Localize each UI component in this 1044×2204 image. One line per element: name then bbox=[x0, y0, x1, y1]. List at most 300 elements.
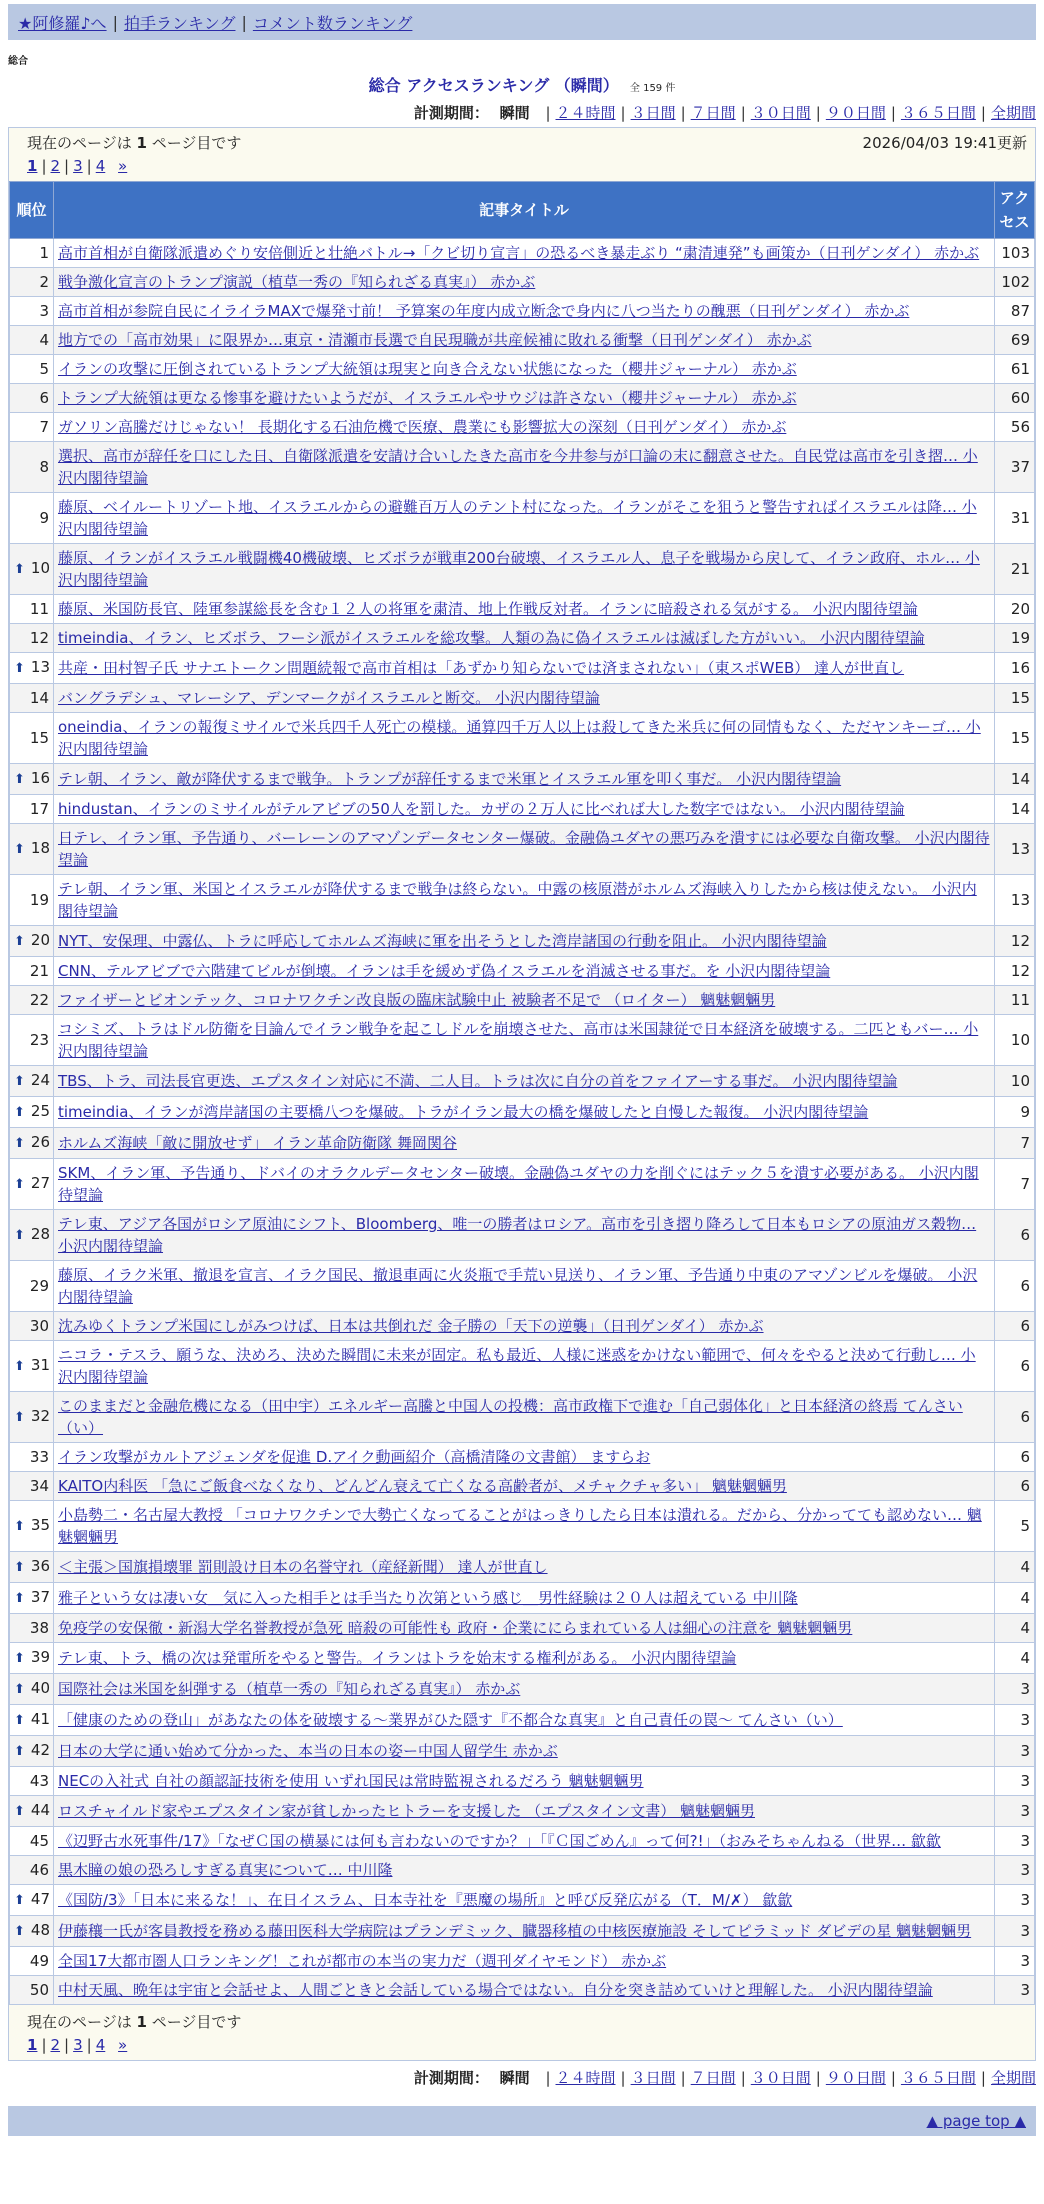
access-count: 9 bbox=[995, 1097, 1035, 1128]
comment-ranking-link[interactable]: コメント数ランキング bbox=[252, 13, 413, 33]
article-title-link[interactable]: 藤原、イラク米軍、撤退を宣言、イラク国民、撤退車両に火炎瓶で手荒い見送り、イラン軍、予告通り中東のアマゾンビルを爆破。 小沢内閣待望論 bbox=[58, 1266, 978, 1306]
title-cell bbox=[54, 1643, 995, 1674]
rank-number: 41 bbox=[30, 1710, 50, 1728]
rank-number: 9 bbox=[39, 509, 49, 527]
rank-cell bbox=[10, 384, 54, 413]
title-cell bbox=[54, 297, 995, 326]
rank-number: 47 bbox=[30, 1890, 50, 1908]
rank-cell bbox=[10, 957, 54, 986]
period-current: 瞬間 bbox=[499, 2069, 530, 2087]
rank-number: 18 bbox=[30, 839, 50, 857]
access-count: 60 bbox=[995, 384, 1035, 413]
article-title-link[interactable]: CNN、テルアビブで六階建てビルが倒壊。イランは手を緩めず偽イスラエルを消滅させる事だ。を 小沢内閣待望論 bbox=[58, 962, 831, 980]
access-count: 103 bbox=[995, 239, 1035, 268]
rank-up-arrow-icon: ⬆ bbox=[14, 1682, 25, 1697]
rank-cell bbox=[10, 1705, 54, 1736]
article-title-link[interactable]: KAITO内科医 「急にご飯食べなくなり、どんどん衰えて亡くなる高齢者が、メチャクチャ多い」 魑魅魍魎男 bbox=[58, 1477, 787, 1495]
article-title-link[interactable]: timeindia、イラン、ヒズボラ、フーシ派がイスラエルを総攻撃。人類の為に偽イスラエルは滅ぼした方がいい。 小沢内閣待望論 bbox=[58, 629, 925, 647]
article-title-link[interactable]: 伊藤穰一氏が客員教授を務める藤田医科大学病院はプランデミック、臓器移植の中核医療施設 そしてピラミッド ダビデの星 魑魅魍魎男 bbox=[58, 1922, 972, 1940]
table-row bbox=[10, 1767, 1035, 1796]
page-link-1[interactable]: 1 bbox=[27, 2036, 38, 2054]
category-label: 総合 bbox=[8, 56, 28, 67]
pager-top bbox=[9, 128, 1035, 181]
title-cell bbox=[54, 384, 995, 413]
page-spacer bbox=[109, 157, 114, 175]
title-cell bbox=[54, 1916, 995, 1947]
page-link-3[interactable]: 3 bbox=[73, 157, 83, 175]
rank-cell bbox=[10, 239, 54, 268]
rank-cell bbox=[10, 355, 54, 384]
article-title-link[interactable]: 藤原、イランがイスラエル戦闘機40機破壊、ヒズボラが戦車200台破壊、イスラエル人、息子を戦場から戻して、イラン政府、ホル… 小沢内閣待望論 bbox=[58, 549, 980, 589]
access-count: 4 bbox=[995, 1643, 1035, 1674]
period-link[interactable]: 全期間 bbox=[990, 2069, 1036, 2087]
page-title: 総合 アクセスランキング （瞬間） bbox=[368, 76, 619, 95]
article-title-link[interactable]: 黒木瞳の娘の恐ろしすぎる真実について… 中川隆 bbox=[58, 1861, 393, 1879]
rank-up-arrow-icon: ⬆ bbox=[14, 1893, 25, 1908]
period-link[interactable]: ２４時間 bbox=[555, 2069, 616, 2087]
ranking-table bbox=[9, 181, 1035, 2005]
article-title-link[interactable]: コシミズ、トラはドル防衛を目論んでイラン戦争を起こしドルを崩壊させた、高市は米国隷従で日本経済を破壊する。二匹ともバー… 小沢内閣待望論 bbox=[58, 1020, 979, 1060]
title-cell bbox=[54, 239, 995, 268]
table-row bbox=[10, 1976, 1035, 2005]
rank-cell bbox=[10, 1501, 54, 1552]
rank-cell bbox=[10, 1472, 54, 1501]
rank-up-arrow-icon: ⬆ bbox=[14, 1744, 25, 1759]
period-separator: | bbox=[545, 2069, 551, 2087]
access-count: 3 bbox=[995, 1705, 1035, 1736]
table-row bbox=[10, 442, 1035, 493]
article-title-link[interactable]: テレ朝、イラン軍、米国とイスラエルが降伏するまで戦争は終らない。中露の核原潜がホルムズ海峡入りしたから核は使えない。 小沢内閣待望論 bbox=[58, 880, 977, 920]
rank-up-arrow-icon: ⬆ bbox=[14, 1136, 25, 1151]
access-count: 31 bbox=[995, 493, 1035, 544]
title-cell bbox=[54, 624, 995, 653]
period-link[interactable]: ３０日間 bbox=[750, 2069, 811, 2087]
access-count: 69 bbox=[995, 326, 1035, 355]
rank-up-arrow-icon: ⬆ bbox=[14, 1651, 25, 1666]
period-separator: | bbox=[620, 2069, 626, 2087]
page-title-line bbox=[0, 73, 1044, 96]
period-link[interactable]: ３６５日間 bbox=[900, 2069, 976, 2087]
article-title-link[interactable]: 藤原、ベイルートリゾート地、イスラエルからの避難百万人のテント村になった。イランがそこを狙うと警告すればイスラエルは降… 小沢内閣待望論 bbox=[58, 498, 977, 538]
rank-number: 42 bbox=[30, 1741, 50, 1759]
rank-cell bbox=[10, 1261, 54, 1312]
rank-number: 3 bbox=[39, 302, 49, 320]
rank-cell bbox=[10, 1341, 54, 1392]
table-row bbox=[10, 1796, 1035, 1827]
rank-number: 12 bbox=[29, 629, 49, 647]
article-title-link[interactable]: ガソリン高騰だけじゃない！ 長期化する石油危機で医療、農業にも影響拡大の深刻（日刊ゲンダイ） 赤かぶ bbox=[58, 418, 787, 436]
rank-number: 44 bbox=[30, 1801, 50, 1819]
article-title-link[interactable]: ロスチャイルド家やエプスタイン家が貧しかったヒトラーを支援した （エプスタイン文書） 魑魅魍魎男 bbox=[58, 1802, 755, 1820]
table-row bbox=[10, 1159, 1035, 1210]
period-link[interactable]: ７日間 bbox=[690, 104, 736, 122]
rank-up-arrow-icon: ⬆ bbox=[14, 1359, 25, 1374]
rank-cell bbox=[10, 1128, 54, 1159]
rank-cell bbox=[10, 268, 54, 297]
rank-number: 24 bbox=[30, 1071, 50, 1089]
rank-cell bbox=[10, 1767, 54, 1796]
access-count: 5 bbox=[995, 1501, 1035, 1552]
period-link[interactable]: 全期間 bbox=[990, 104, 1036, 122]
access-count: 6 bbox=[995, 1392, 1035, 1443]
rank-number: 4 bbox=[39, 331, 49, 349]
rank-cell bbox=[10, 326, 54, 355]
rank-number: 50 bbox=[29, 1981, 49, 1999]
rank-number: 26 bbox=[30, 1133, 50, 1151]
rank-cell bbox=[10, 297, 54, 326]
rank-number: 32 bbox=[30, 1407, 50, 1425]
period-link[interactable]: ３０日間 bbox=[750, 104, 811, 122]
title-cell bbox=[54, 1947, 995, 1976]
title-cell bbox=[54, 1312, 995, 1341]
top-nav-bar bbox=[8, 4, 1036, 40]
rank-up-arrow-icon: ⬆ bbox=[14, 1228, 25, 1243]
table-row bbox=[10, 1916, 1035, 1947]
title-cell bbox=[54, 1501, 995, 1552]
table-row bbox=[10, 1501, 1035, 1552]
nav-separator: | bbox=[112, 12, 118, 32]
table-row bbox=[10, 957, 1035, 986]
article-title-link[interactable]: テレ東、アジア各国がロシア原油にシフト、Bloomberg、唯一の勝者はロシア。高市を引き摺り降ろして日本もロシアの原油ガス穀物… 小沢内閣待望論 bbox=[58, 1215, 977, 1255]
title-cell bbox=[54, 326, 995, 355]
title-cell bbox=[54, 684, 995, 713]
rank-cell bbox=[10, 1210, 54, 1261]
rank-number: 7 bbox=[39, 418, 49, 436]
table-row bbox=[10, 1885, 1035, 1916]
article-title-link[interactable]: ファイザーとビオンテック、コロナワクチン改良版の臨床試験中止 被験者不足で （ロイター） 魑魅魍魎男 bbox=[58, 991, 776, 1009]
article-title-link[interactable]: 全国17大都市圏人口ランキング！これが都市の本当の実力だ（週刊ダイヤモンド） 赤かぶ bbox=[58, 1952, 667, 1970]
rank-number: 13 bbox=[30, 658, 50, 676]
ranking-panel bbox=[8, 127, 1036, 2061]
rank-cell bbox=[10, 986, 54, 1015]
rank-number: 17 bbox=[29, 800, 49, 818]
article-title-link[interactable]: 藤原、米国防長官、陸軍参謀総長を含む１２人の将軍を粛清、地上作戦反対者。イランに暗殺される気がする。 小沢内閣待望論 bbox=[58, 600, 918, 618]
rank-cell bbox=[10, 413, 54, 442]
article-title-link[interactable]: バングラデシュ、マレーシア、デンマークがイスラエルと断交。 小沢内閣待望論 bbox=[58, 689, 600, 707]
table-row bbox=[10, 824, 1035, 875]
rank-cell bbox=[10, 1443, 54, 1472]
rank-cell bbox=[10, 1066, 54, 1097]
rank-number: 36 bbox=[30, 1557, 50, 1575]
clap-ranking-link[interactable]: 拍手ランキング bbox=[123, 13, 236, 33]
article-title-link[interactable]: 国際社会は米国を糾弾する（植草一秀の『知られざる真実』） 赤かぶ bbox=[58, 1680, 521, 1698]
rank-number: 10 bbox=[30, 559, 50, 577]
title-cell bbox=[54, 413, 995, 442]
rank-cell bbox=[10, 595, 54, 624]
period-link[interactable]: ２４時間 bbox=[555, 104, 616, 122]
access-count: 4 bbox=[995, 1583, 1035, 1614]
access-count: 4 bbox=[995, 1614, 1035, 1643]
title-cell bbox=[54, 1705, 995, 1736]
title-cell bbox=[54, 355, 995, 384]
period-separator: | bbox=[740, 104, 746, 122]
article-title-link[interactable]: イラン攻撃がカルトアジェンダを促進 D.アイク動画紹介（高橋清隆の文書館） ますらお bbox=[58, 1448, 651, 1466]
rank-cell bbox=[10, 653, 54, 684]
access-count: 3 bbox=[995, 1827, 1035, 1856]
article-title-link[interactable]: 《辺野古水死事件/17》「なぜＣ国の横暴には何も言わないのですか？」「『Ｃ国ごめん』って何?!」（おみそちゃんねる（世界… 歙歙 bbox=[58, 1832, 941, 1850]
table-row bbox=[10, 1552, 1035, 1583]
page-link-4[interactable]: 4 bbox=[95, 2036, 106, 2054]
period-separator: | bbox=[620, 104, 626, 122]
title-cell bbox=[54, 957, 995, 986]
rank-number: 33 bbox=[29, 1448, 49, 1466]
article-title-link[interactable]: 沈みゆくトランプ米国にしがみつけば、日本は共倒れだ 金子勝の「天下の逆襲」（日刊ゲンダイ） 赤かぶ bbox=[58, 1317, 764, 1335]
access-count: 6 bbox=[995, 1312, 1035, 1341]
table-row bbox=[10, 297, 1035, 326]
article-title-link[interactable]: 日本の大学に通い始めて分かった、本当の日本の姿ー中国人留学生 赤かぶ bbox=[58, 1742, 558, 1760]
rank-cell bbox=[10, 824, 54, 875]
period-link[interactable]: ９０日間 bbox=[825, 2069, 886, 2087]
access-count: 13 bbox=[995, 875, 1035, 926]
page-link-2[interactable]: 2 bbox=[50, 2036, 61, 2054]
table-row bbox=[10, 1472, 1035, 1501]
article-title-link[interactable]: このままだと金融危機になる（田中宇）エネルギー高騰と中国人の投機：高市政権下で進む「自己弱体化」と日本経済の終焉 てんさい（い） bbox=[58, 1397, 963, 1437]
article-title-link[interactable]: ＜主張＞国旗損壊罪 罰則設け日本の名誉守れ（産経新聞） 達人が世直し bbox=[58, 1558, 548, 1576]
access-count: 21 bbox=[995, 544, 1035, 595]
article-title-link[interactable]: 地方での「高市効果」に限界か…東京・清瀬市長選で自民現職が共産候補に敗れる衝撃（日刊ゲンダイ） 赤かぶ bbox=[58, 331, 812, 349]
table-row bbox=[10, 326, 1035, 355]
period-label: 計測期間： bbox=[413, 2069, 489, 2087]
page-link-4[interactable]: 4 bbox=[95, 157, 106, 175]
article-title-link[interactable]: 「健康のための登山」があなたの体を破壊する～業界がひた隠す『不都合な真実』と自己責任の罠～ てんさい（い） bbox=[58, 1711, 843, 1729]
rank-number: 31 bbox=[30, 1356, 50, 1374]
title-cell bbox=[54, 653, 995, 684]
title-cell bbox=[54, 1210, 995, 1261]
header-access: アクセス bbox=[995, 182, 1035, 239]
access-count: 7 bbox=[995, 1128, 1035, 1159]
rank-up-arrow-icon: ⬆ bbox=[14, 1074, 25, 1089]
access-count: 15 bbox=[995, 684, 1035, 713]
rank-cell bbox=[10, 1312, 54, 1341]
title-cell bbox=[54, 1552, 995, 1583]
article-title-link[interactable]: 免疫学の安保徹・新潟大学名誉教授が急死 暗殺の可能性も 政府・企業ににらまれている人は細心の注意を 魑魅魍魎男 bbox=[58, 1619, 853, 1637]
page-separator: | bbox=[86, 157, 92, 175]
home-link[interactable]: ★阿修羅♪へ bbox=[18, 13, 107, 33]
rank-up-arrow-icon: ⬆ bbox=[14, 772, 25, 787]
period-link[interactable]: ３日間 bbox=[630, 104, 676, 122]
title-cell bbox=[54, 1015, 995, 1066]
table-row bbox=[10, 384, 1035, 413]
article-title-link[interactable]: 日テレ、イラン軍、予告通り、バーレーンのアマゾンデータセンター爆破。金融偽ユダヤの悪巧みを潰すには必要な自衛攻撃。 小沢内閣待望論 bbox=[58, 829, 990, 869]
rank-up-arrow-icon: ⬆ bbox=[14, 1804, 25, 1819]
period-separator: | bbox=[980, 2069, 986, 2087]
title-cell bbox=[54, 1392, 995, 1443]
rank-cell bbox=[10, 875, 54, 926]
access-count: 3 bbox=[995, 1856, 1035, 1885]
article-title-link[interactable]: 戦争激化宣言のトランプ演説（植草一秀の『知られざる真実』） 赤かぶ bbox=[58, 273, 536, 291]
period-selector-bottom bbox=[0, 2067, 1036, 2088]
article-title-link[interactable]: 高市首相が自衛隊派遣めぐり安倍側近と壮絶バトル→「クビ切り宣言」の恐るべき暴走ぶり “粛清連発”も画策か（日刊ゲンダイ） 赤かぶ bbox=[58, 244, 980, 262]
period-link[interactable]: ３６５日間 bbox=[900, 104, 976, 122]
rank-number: 34 bbox=[29, 1477, 49, 1495]
title-cell bbox=[54, 1767, 995, 1796]
next-page-link[interactable]: » bbox=[118, 157, 128, 175]
article-title-link[interactable]: 雅子という女は凄い女＿気に入った相手とは手当たり次第という感じ＿男性経験は２０人は超えている 中川隆 bbox=[58, 1589, 798, 1607]
period-link[interactable]: ７日間 bbox=[690, 2069, 736, 2087]
article-title-link[interactable]: NYT、安保理、中露仏、トラに呼応してホルムズ海峡に軍を出そうとした湾岸諸国の行動を阻止。 小沢内閣待望論 bbox=[58, 932, 827, 950]
title-cell bbox=[54, 1097, 995, 1128]
current-page-text: 現在のページは 1 ページ目です bbox=[27, 2013, 242, 2031]
rank-number: 5 bbox=[39, 360, 49, 378]
title-cell bbox=[54, 1472, 995, 1501]
article-title-link[interactable]: 中村天風、晩年は宇宙と会話せよ、人間ごときと会話している場合ではない。自分を突き詰めていけと理解した。 小沢内閣待望論 bbox=[58, 1981, 933, 1999]
access-count: 6 bbox=[995, 1210, 1035, 1261]
rank-cell bbox=[10, 684, 54, 713]
period-separator: | bbox=[740, 2069, 746, 2087]
rank-up-arrow-icon: ⬆ bbox=[14, 1177, 25, 1192]
article-title-link[interactable]: テレ東、トラ、橋の次は発電所をやると警告。イランはトラを始末する権利がある。 小沢内閣待望論 bbox=[58, 1649, 737, 1667]
page-link-3[interactable]: 3 bbox=[73, 2036, 83, 2054]
table-row bbox=[10, 1856, 1035, 1885]
access-count: 3 bbox=[995, 1976, 1035, 2005]
article-title-link[interactable]: 小島勢二・名古屋大教授 「コロナワクチンで大勢亡くなってることがはっきりしたら日本は潰れる。だから、分かってても認めない… 魑魅魍魎男 bbox=[58, 1506, 982, 1546]
nav-separator: | bbox=[241, 12, 247, 32]
title-cell bbox=[54, 713, 995, 764]
table-row bbox=[10, 1643, 1035, 1674]
access-count: 11 bbox=[995, 986, 1035, 1015]
access-count: 6 bbox=[995, 1261, 1035, 1312]
title-cell bbox=[54, 544, 995, 595]
rank-number: 48 bbox=[30, 1921, 50, 1939]
rank-cell bbox=[10, 764, 54, 795]
header-rank: 順位 bbox=[10, 182, 54, 239]
page-spacer bbox=[109, 2036, 114, 2054]
table-row bbox=[10, 653, 1035, 684]
rank-cell bbox=[10, 1736, 54, 1767]
article-title-link[interactable]: 高市首相が参院自民にイライラMAXで爆発寸前！ 予算案の年度内成立断念で身内に八つ当たりの醜悪（日刊ゲンダイ） 赤かぶ bbox=[58, 302, 910, 320]
period-link[interactable]: ９０日間 bbox=[825, 104, 886, 122]
title-cell bbox=[54, 493, 995, 544]
access-count: 12 bbox=[995, 957, 1035, 986]
rank-cell bbox=[10, 1856, 54, 1885]
title-cell bbox=[54, 926, 995, 957]
rank-cell bbox=[10, 624, 54, 653]
rank-cell bbox=[10, 1796, 54, 1827]
table-row bbox=[10, 684, 1035, 713]
article-title-link[interactable]: SKM、イラン軍、予告通り、ドバイのオラクルデータセンター破壊。金融偽ユダヤの力を削ぐにはテック５を潰す必要がある。 小沢内閣待望論 bbox=[58, 1164, 979, 1204]
rank-number: 39 bbox=[30, 1648, 50, 1666]
article-title-link[interactable]: TBS、トラ、司法長官更迭、エプスタイン対応に不満、二人目。トラは次に自分の首をファイアーする事だ。 小沢内閣待望論 bbox=[58, 1072, 898, 1090]
period-link[interactable]: ３日間 bbox=[630, 2069, 676, 2087]
access-count: 3 bbox=[995, 1947, 1035, 1976]
rank-cell bbox=[10, 1643, 54, 1674]
article-title-link[interactable]: ニコラ・テスラ、願うな、決めろ、決めた瞬間に未来が固定。私も最近、人様に迷惑をかけない範囲で、何々をやると決めて行動し… 小沢内閣待望論 bbox=[58, 1346, 976, 1386]
access-count: 13 bbox=[995, 824, 1035, 875]
period-separator: | bbox=[890, 104, 896, 122]
title-cell bbox=[54, 268, 995, 297]
title-cell bbox=[54, 1159, 995, 1210]
title-cell bbox=[54, 1261, 995, 1312]
rank-number: 1 bbox=[39, 244, 49, 262]
page-top-link[interactable]: ▲ page top ▲ bbox=[926, 2112, 1026, 2130]
access-count: 87 bbox=[995, 297, 1035, 326]
article-title-link[interactable]: 《国防/3》「日本に来るな！」、在日イスラム、日本寺社を『悪魔の場所』と呼び反発広がる（T．M/✗） 歙歙 bbox=[58, 1891, 793, 1909]
article-title-link[interactable]: 共産・田村智子氏 サナエトークン問題続報で高市首相は「あずかり知らないでは済まされない」（東スポWEB） 達人が世直し bbox=[58, 659, 905, 677]
access-count: 6 bbox=[995, 1443, 1035, 1472]
article-title-link[interactable]: 選択、高市が辞任を口にした日、自衛隊派遣を安請け合いしたきた高市を今井参与が口論の末に翻意させた。自民党は高市を引き摺… 小沢内閣待望論 bbox=[58, 447, 978, 487]
article-title-link[interactable]: timeindia、イランが湾岸諸国の主要橋八つを爆破。トラがイラン最大の橋を爆破したと自慢した報復。 小沢内閣待望論 bbox=[58, 1103, 869, 1121]
access-count: 6 bbox=[995, 1472, 1035, 1501]
updated-timestamp: 2026/04/03 19:41更新 bbox=[862, 134, 1027, 152]
title-cell bbox=[54, 1674, 995, 1705]
access-count: 10 bbox=[995, 1015, 1035, 1066]
rank-cell bbox=[10, 493, 54, 544]
current-page-number: 1 bbox=[136, 134, 147, 152]
header-title: 記事タイトル bbox=[54, 182, 995, 239]
rank-cell bbox=[10, 1976, 54, 2005]
rank-up-arrow-icon: ⬆ bbox=[14, 661, 25, 676]
table-row bbox=[10, 1392, 1035, 1443]
rank-cell bbox=[10, 926, 54, 957]
rank-number: 11 bbox=[29, 600, 49, 618]
access-count: 56 bbox=[995, 413, 1035, 442]
access-count: 14 bbox=[995, 795, 1035, 824]
table-row bbox=[10, 239, 1035, 268]
title-cell bbox=[54, 1856, 995, 1885]
page-separator: | bbox=[64, 2036, 70, 2054]
article-title-link[interactable]: oneindia、イランの報復ミサイルで米兵四千人死亡の模様。通算四千万人以上は殺してきた米兵に何の同情もなく、ただヤンキーゴ… 小沢内閣待望論 bbox=[58, 718, 981, 758]
period-label: 計測期間： bbox=[413, 104, 489, 122]
rank-cell bbox=[10, 1827, 54, 1856]
rank-number: 21 bbox=[29, 962, 49, 980]
article-title-link[interactable]: ホルムズ海峡「敵に開放せず」 イラン革命防衛隊 舞岡関谷 bbox=[58, 1134, 457, 1152]
access-count: 102 bbox=[995, 268, 1035, 297]
article-title-link[interactable]: NECの入社式 自社の顔認証技術を使用 いずれ国民は常時監視されるだろう 魑魅魍魎男 bbox=[58, 1772, 644, 1790]
title-cell bbox=[54, 1128, 995, 1159]
title-cell bbox=[54, 764, 995, 795]
rank-cell bbox=[10, 1392, 54, 1443]
table-row bbox=[10, 1705, 1035, 1736]
rank-number: 2 bbox=[39, 273, 49, 291]
page-link-2[interactable]: 2 bbox=[50, 157, 61, 175]
table-row bbox=[10, 1097, 1035, 1128]
title-cell bbox=[54, 1827, 995, 1856]
table-row bbox=[10, 544, 1035, 595]
rank-number: 49 bbox=[29, 1952, 49, 1970]
current-page-text: 現在のページは 1 ページ目です bbox=[27, 134, 242, 152]
access-count: 6 bbox=[995, 1341, 1035, 1392]
rank-cell bbox=[10, 1885, 54, 1916]
title-cell bbox=[54, 1583, 995, 1614]
table-row bbox=[10, 1674, 1035, 1705]
period-separator: | bbox=[890, 2069, 896, 2087]
table-row bbox=[10, 1827, 1035, 1856]
article-title-link[interactable]: hindustan、イランのミサイルがテルアビブの50人を罰した。カザの２万人に比べれば大した数字ではない。 小沢内閣待望論 bbox=[58, 800, 905, 818]
title-cell bbox=[54, 824, 995, 875]
page-separator: | bbox=[86, 2036, 92, 2054]
page-link-1[interactable]: 1 bbox=[27, 157, 38, 175]
title-cell bbox=[54, 1976, 995, 2005]
title-cell bbox=[54, 1341, 995, 1392]
table-row bbox=[10, 493, 1035, 544]
table-row bbox=[10, 1614, 1035, 1643]
rank-cell bbox=[10, 544, 54, 595]
rank-cell bbox=[10, 1674, 54, 1705]
rank-up-arrow-icon: ⬆ bbox=[14, 1924, 25, 1939]
article-title-link[interactable]: トランプ大統領は更なる惨事を避けたいようだが、イスラエルやサウジは許さない（櫻井ジャーナル） 赤かぶ bbox=[58, 389, 797, 407]
title-cell bbox=[54, 986, 995, 1015]
rank-cell bbox=[10, 713, 54, 764]
title-cell bbox=[54, 1736, 995, 1767]
access-count: 14 bbox=[995, 764, 1035, 795]
table-row bbox=[10, 355, 1035, 384]
next-page-link[interactable]: » bbox=[118, 2036, 128, 2054]
rank-number: 8 bbox=[39, 458, 49, 476]
article-title-link[interactable]: イランの攻撃に圧倒されているトランプ大統領は現実と向き合えない状態になった（櫻井ジャーナル） 赤かぶ bbox=[58, 360, 797, 378]
access-count: 3 bbox=[995, 1885, 1035, 1916]
article-title-link[interactable]: テレ朝、イラン、敵が降伏するまで戦争。トランプが辞任するまで米軍とイスラエル軍を叩く事だ。 小沢内閣待望論 bbox=[58, 770, 842, 788]
access-count: 3 bbox=[995, 1916, 1035, 1947]
